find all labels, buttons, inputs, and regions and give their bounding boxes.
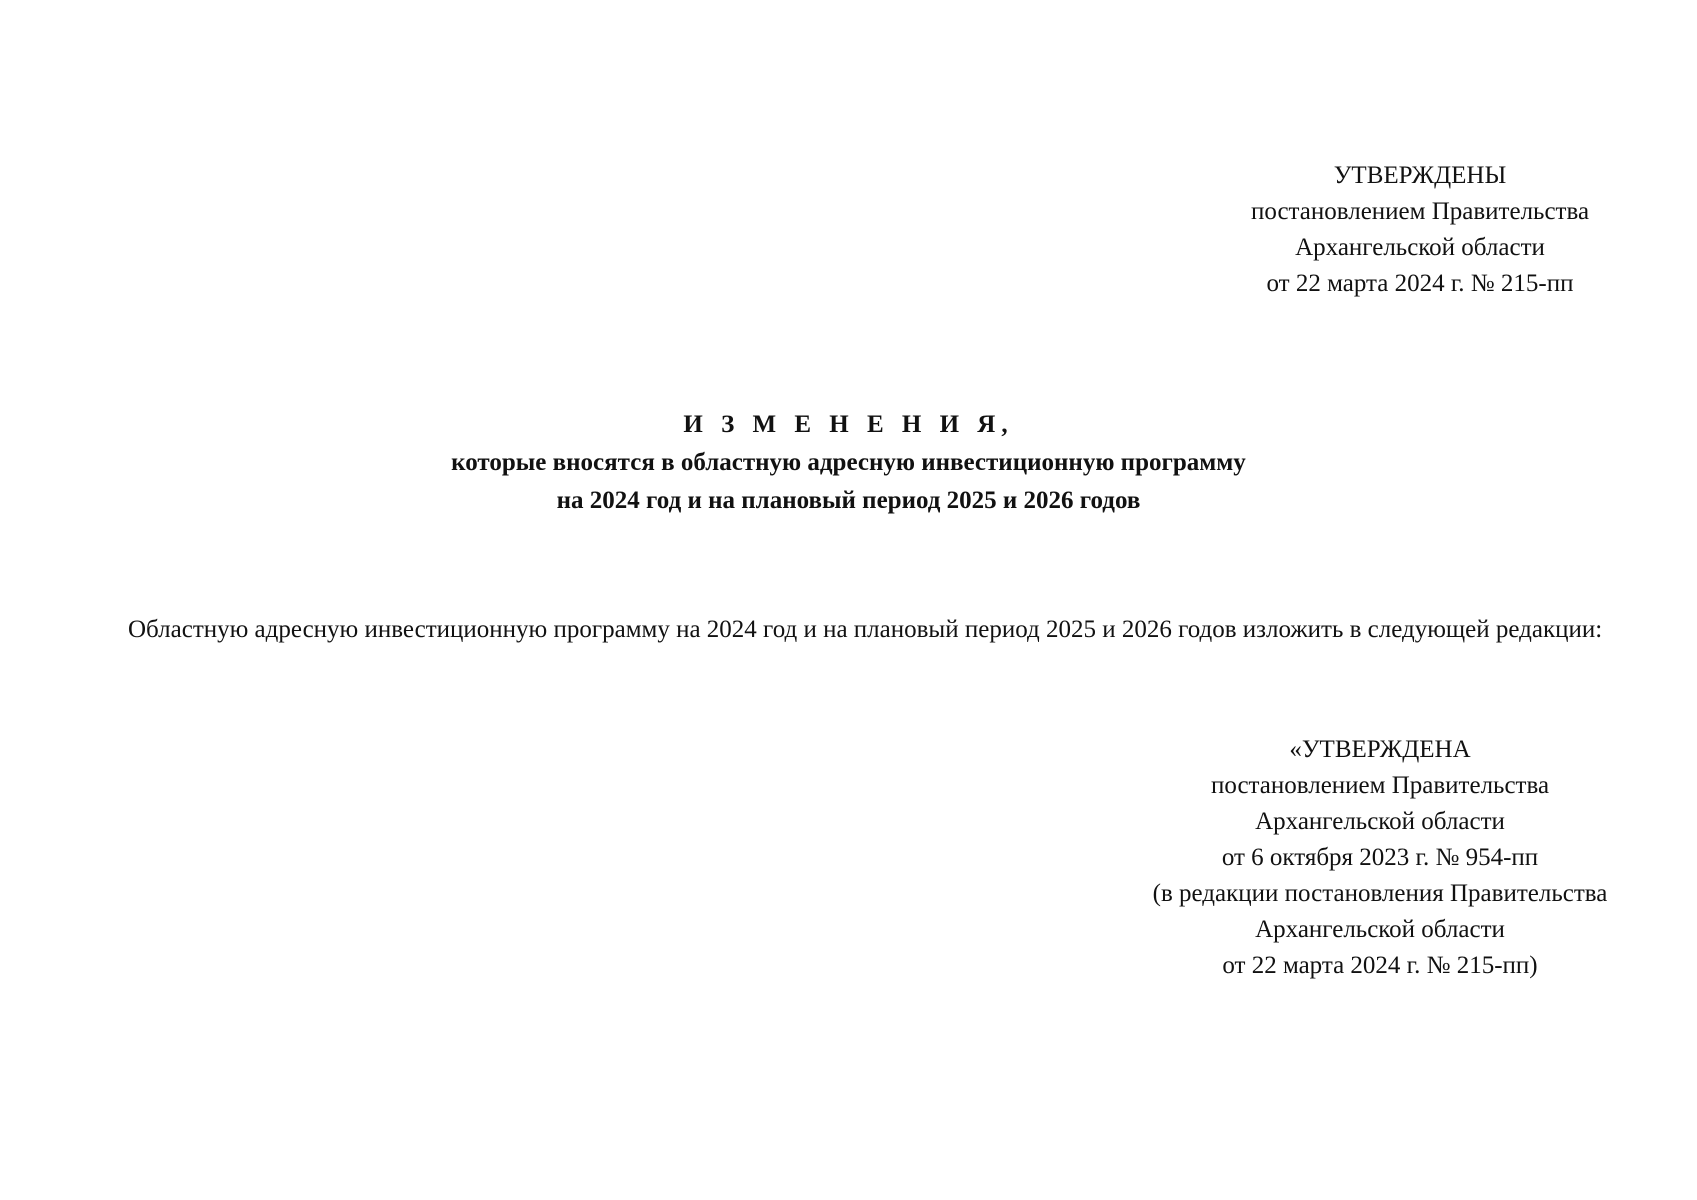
approval-inner-line-4: от 6 октября 2023 г. № 954-пп [1221,844,1539,871]
approval-inner-line-7: от 22 марта 2024 г. № 215-пп) [1222,952,1538,979]
approval-stamp-inner [1100,732,1660,984]
body-paragraph: Областную адресную инвестиционную программу на 2024 год и на плановый период 2025 и 2026 годов изложить в следующей редакции: [128,616,1603,643]
document-heading [0,406,1697,520]
approval-inner-line-2: постановлением Правительства [1210,772,1550,799]
document-subtitle-line-1: которые вносятся в областную адресную инвестиционную программу [451,449,1246,476]
approval-top-line-4: от 22 марта 2024 г. № 215-пп [1266,270,1574,297]
approval-inner-line-1: «УТВЕРЖДЕНА [1289,736,1471,763]
document-title: И З М Е Н Е Н И Я, [683,411,1014,438]
document-subtitle-line-2: на 2024 год и на плановый период 2025 и 2026 годов [556,487,1141,514]
approval-inner-line-6: Архангельской области [1255,916,1505,943]
approval-top-line-3: Архангельской области [1295,234,1545,261]
approval-stamp-top [1200,158,1640,302]
approval-inner-line-5: (в редакции постановления Правительства [1152,880,1608,907]
approval-top-line-2: постановлением Правительства [1250,198,1590,225]
approval-inner-line-3: Архангельской области [1255,808,1505,835]
approval-top-line-1: УТВЕРЖДЕНЫ [1333,162,1507,189]
